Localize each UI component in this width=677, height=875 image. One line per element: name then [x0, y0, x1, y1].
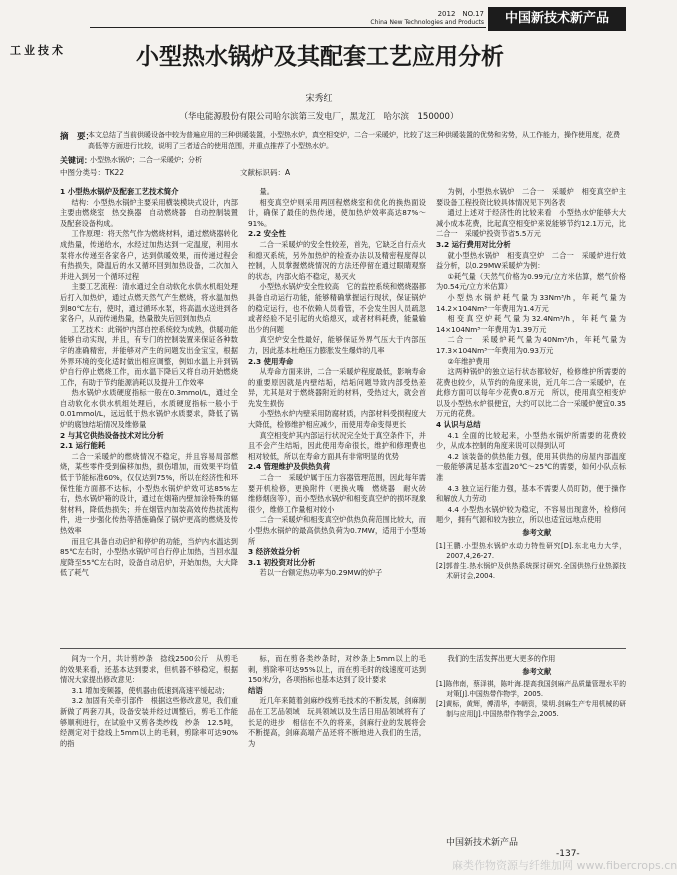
abstract-text: 本文总结了当前供暖设备中较为普遍应用的三种供暖装置，小型热水炉，真空相变炉，二合一采暖炉，比较了这三种供暖装置的优势和劣势，从工作能力，操作使用度，花费高低等方面进行比较，说明了三者适合的使用范围，并重点推荐了小型热水炉。	[88, 131, 620, 150]
header-issue: 2012 NO.17	[437, 10, 484, 18]
section-heading: 4 认识与总结	[436, 420, 481, 430]
reference-entry: [1]陈伟南，蔡泽祺，陈叶海.提高我国剑麻产品质量管理水平的对策[J].中国热带作物学，2005.	[436, 680, 626, 699]
reference-entry: [1]王鹏.小型热水锅炉水动力特性研究[D].东北电力大学，2007,4,26-27.	[436, 541, 626, 560]
paragraph: 工作原理：将天然气作为燃烧材料，通过燃烧器转化成热量，传递给水，水经过加热达到一定温度，利用水泵将水传递至各家各户，达到供暖效果，而传递过程会有热损失，降温后的水又循环回到加热设备，二次加入并进入到另一个循环过程	[60, 229, 238, 281]
prev-article-column-2	[248, 654, 426, 782]
paragraph: 二合一采暖炉的燃烧情况不稳定，并且容易局部燃烧，某些零件受到偏移加热，损伤增加，而效果平均值低于节能标准60%，仅仅达到75%，所以在经济性和环保性能方面都不达标，小型热水锅炉炉效可达85%左右，热水锅炉箱的设计，通过在烟箱内壁加涂特殊的辐射材料，降低热损失；并在烟管内加装高效传热扰流构件，进一步强化传热等措施确保了锅炉更高的燃烧及传热效率	[60, 451, 238, 535]
paragraph: 我们的生活发挥出更大更多的作用	[447, 654, 556, 663]
section-heading: 3 经济效益分析	[248, 547, 301, 557]
section-heading: 2.3 使用寿命	[248, 356, 294, 366]
paragraph: 小型热水炉内壁采用防腐材质，内部材料受损程度大大降低，检修维护相应减少，而使用寿命变得更长	[248, 409, 426, 430]
paragraph: 4.4 小型热水锅炉较为稳定，不容易出现意外，检修问题少，拥有气源和较为独立，所以也适宜远地点使用	[436, 504, 626, 525]
keywords-text: 小型热水锅炉；二合一采暖炉；分析	[90, 156, 202, 164]
footer-journal: 中国新技术新产品	[446, 838, 519, 848]
paragraph: 主要工艺流程：清水通过全自动软化水供水机组处理后打入加热炉，通过点燃天然气产生燃烧，将水温加热到80℃左右，使时，通过循环水泵，将高温水送进到各家各户，从而传递热量，热量散失后回到加热点	[60, 282, 238, 324]
paragraph: 为例，小型热水锅炉 二合一 采暖炉 相变真空炉主要设备工程投资比较具体情况见下列各表	[436, 187, 626, 207]
paragraph: 真空炉安全性最好，能够保证外界气压大于内部压力，因此基本杜绝压力膨胀发生爆炸的几率	[248, 335, 426, 355]
prev-article-column-1	[60, 654, 238, 782]
paragraph: 若以一台额定热功率为0.29MW的炉子	[259, 568, 383, 578]
prev-article-column-3	[436, 654, 626, 782]
abstract-label: 摘 要：	[60, 132, 95, 142]
paragraph: 相变真空炉则采用两回程燃烧室和优化的换热面设计，确保了最佳的热传递，使加热炉效率高达87%～91%。	[248, 197, 426, 228]
section-heading: 3.1 初投资对比分析	[248, 557, 316, 567]
section-heading: 2.4 管理维护及供热负荷	[248, 462, 331, 472]
header-rule	[90, 27, 486, 28]
classification-number: 中图分类号：TK22	[60, 168, 125, 177]
paragraph: 4.2 该装备的供热能力强，使用其供热的房屋内部温度一般能够满足基本室温20℃～25℃的需要，如何小队点标准	[436, 451, 626, 483]
references-heading: 参考文献	[522, 528, 552, 537]
affiliation: （华电能源股份有限公司哈尔滨第三发电厂，黑龙江 哈尔滨 150000）	[179, 112, 459, 122]
section-heading: 2 与其它供热设备技术对比分析	[60, 430, 164, 440]
paragraph: 真空相变炉其内部运行状况完全处于真空条件下，并且不会产生结垢，因此使用寿命很长，维护和修理费也相对较低，所以在寿命方面具有非常明显的优势	[248, 430, 426, 461]
paragraph: 近几年来随着剑麻纱线剪毛技术的不断发展，剑麻制品在工艺品领域 玩具领域以及生活日用品领域将有了长足的进步 相信在不久的将来，剑麻行业的发展将会不断提高，剑麻高端产品还将不断地进入我们的生活，为	[248, 696, 426, 748]
page-number: -137-	[556, 849, 580, 859]
author: 宋秀红	[305, 94, 333, 104]
paragraph: 4.1 全面的比较起来，小型热水锅炉所需要的花费较少，从成本控制的角度来说可以得到认可	[436, 430, 626, 451]
paragraph: 3.2 加固有关牵引部件 根据这些修改意见，我们重新做了两套刀具，设备安装并经过调整后，剪毛工作能够顺利进行，在试验中又剪各类纱线 纱条 12.5吨，经测定对于捻线上5mm以上的毛刺，剪除率可达90%的指	[60, 696, 238, 748]
paragraph: 小型热水锅炉耗气量为33Nm³/h，年耗气量为14.2×104Nm³一年费用为1.4万元	[436, 292, 626, 313]
section-heading: 1 小型热水锅炉及配套工艺技术简介	[60, 187, 179, 196]
body-column-3	[436, 187, 626, 645]
document-code: 文献标识码：A	[240, 168, 291, 177]
section-heading: 2.2 安全性	[248, 229, 286, 239]
paragraph: 3.1 增加变频器，使机器由低速到高速平缓起动；	[71, 685, 229, 695]
paragraph: 量。	[259, 187, 274, 196]
paragraph: 二合一 采暖炉耗气量为40Nm³/h，年耗气量为17.3×104Nm³一年费用为0.93万元	[436, 335, 626, 355]
paragraph: 4.3 独立运行能力强，基本不需要人员盯防，便于操作和解放人力劳动	[436, 483, 626, 504]
article-divider	[60, 648, 626, 649]
paragraph: 二合一采暖炉的安全性较差，首先，它缺乏自行点火和熄灭系统，另外加热炉的检查办法以及精密程度得以控制，人员掌握燃烧情况的方法还停留在通过眼睛观察的状态，内部火焰不稳定，易灭火	[248, 239, 426, 281]
paragraph: 间为一个月，共计剪纱条 捻线2500公斤 从剪毛的效果来看，还基本达到要求，但机器不够稳定，根据情况大家提出修改意见：	[60, 654, 238, 685]
header-brand-banner: 中国新技术新产品	[488, 7, 626, 31]
paragraph: 就小型热水锅炉 相变真空炉 二合一 采暖炉进行效益分析，以0.29MW采暖炉为例：	[436, 250, 626, 271]
section-heading: 3.2 运行费用对比分析	[436, 239, 511, 249]
paragraph: 这两种锅炉的独立运行状态都较好，检修维护所需要的花费也较少，从节约的角度来说，近几年二合一采暖炉，在此修方面可以每年少花费0.8万元 所以，使用真空相变炉以及小型热水炉很便宜，大约可以比二合一采暖炉便宜0.35万元的花费。	[436, 367, 626, 419]
paragraph: 而且它具备自动启炉和停炉的功能，当炉内水温达到85℃左右时，小型热水锅炉可自行停止加热，当回水温度降至55℃左右时，设备自动启炉，开始加热，大大降低了耗气	[60, 536, 238, 578]
paragraph: 相变真空炉耗气量为32.4Nm³/h，年耗气量为14×104Nm³一年费用为1.39万元	[436, 314, 626, 334]
paper-title: 小型热水锅炉及其配套工艺应用分析	[136, 44, 504, 70]
body-column-2	[248, 187, 434, 645]
paragraph: 结构：小型热水锅炉主要采用横装模块式设计，内部主要由燃烧室 热交换器 自动燃烧器 自动控制装置及配套设备构成。	[60, 197, 238, 228]
keywords-label: 关键词：	[60, 156, 92, 165]
watermark: 麻类作物资源与纤维加网 www.fibercrops.cn	[452, 859, 677, 872]
paragraph: 二合一 采暖炉属于压力容器管理范围，因此每年需要开机检修，更换附件（更换火嘴 燃烧器 耐火砖 维修烟囱等），而小型热水锅炉和相变真空炉的损坏现象很少，维修工作量相对较小	[248, 473, 434, 514]
section-heading: 2.1 运行能耗	[60, 441, 106, 451]
paragraph: 通过上述对于经济性的比较来看 小型热水炉能够大大减小成本花费，比起真空相变炉来说能够节约12.1万元，比二合一 采暖炉投资节省5.5万元	[436, 208, 626, 239]
references-heading: 参考文献	[522, 666, 552, 676]
section-heading: 结语	[248, 685, 263, 695]
paragraph: ①耗气量（天然气价格为0.99元/立方米估算，燃气价格为0.54元/立方米估算）	[436, 271, 626, 292]
reference-entry: [2]郭普生.热水锅炉及供热系统探讨研究.全国供热行业热源技术研讨会,2004.	[436, 561, 626, 580]
paragraph: ②年维护费用	[447, 356, 490, 366]
paragraph: 标，而在剪各类纱条时，对纱条上5mm以上的毛刺，剪除率可达95%以上，而在剪毛时的线速度可达到150米/分，各项指标也基本达到了设计要求	[248, 654, 426, 685]
section-label: 工业技术	[10, 44, 66, 57]
paragraph: 热水锅炉水质硬度指标一般在0.3mmol/L，通过全自动软化水供水机组处理后，水质硬度指标一般小于0.01mmol/L，远远低于热水锅炉水质要求，降低了锅炉的腐蚀结垢情况及维修量	[60, 388, 238, 430]
paragraph: 小型热水锅炉安全性较高 它的监控系统和燃烧器都具备自动运行功能，能够精确掌握运行现状，保证锅炉的稳定运行，也不依赖人员看管，不会发生因人员疏忽或者经验不足引起的火焰熄灭，或者材料耗费，能量输出少的问题	[248, 282, 426, 334]
body-column-1	[60, 187, 238, 645]
paragraph: 二合一采暖炉和相变真空炉供热负荷范围比较大，而小型热水锅炉的最高供热负荷为0.7MW，适用于小型场所	[248, 515, 426, 546]
paragraph: 工艺技术：此锅炉内部自控系统较为成熟，供暖功能能够自动实现，并且，有专门的控制装置来保证各种数字的准确精密，并能够对产生的问题发出金宝宝，根据外界环境的变化适时做出相应调整，例如水温上升到锅炉自行停止燃烧工作，而水温下降后又将自动开始燃烧工作，有助于节约能源消耗以及提升工作效率	[60, 324, 238, 387]
header-journal-english: China New Technologies and Products	[370, 19, 484, 26]
paragraph: 从寿命方面来讲，二合一采暖炉程度最低，影响寿命的重要原因就是内壁结垢，结垢问题导致内部受热差异，尤其是对于燃烧器附近的材料，受热过大，就会首先发生损伤	[248, 367, 426, 408]
reference-entry: [2]黄标，黄辉，傅清华，李朝资，梁明.剑麻生产专用机械的研制与应用[J].中国热带作物学会,2005.	[436, 700, 626, 719]
